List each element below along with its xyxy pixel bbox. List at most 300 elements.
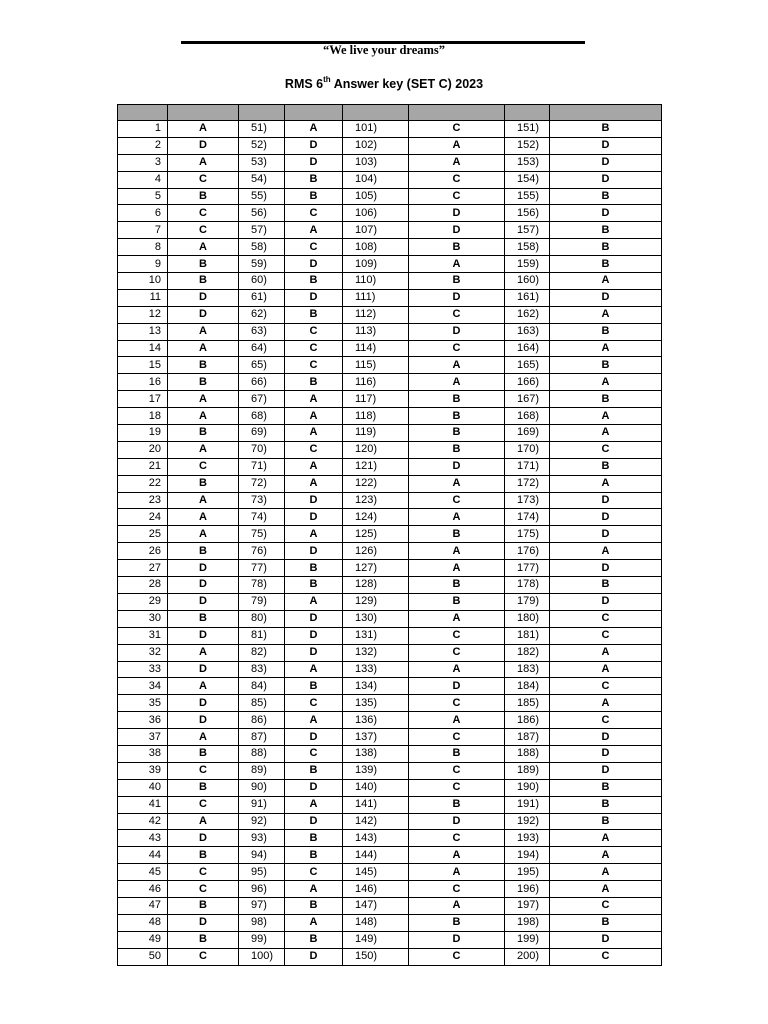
question-number-cell: 21 — [118, 458, 168, 475]
question-number-cell: 121) — [343, 458, 409, 475]
answer-cell: C — [409, 644, 505, 661]
question-number-cell: 46 — [118, 881, 168, 898]
table-row — [118, 914, 662, 931]
answer-cell: D — [550, 745, 662, 762]
answer-cell: D — [409, 289, 505, 306]
answer-cell: D — [550, 526, 662, 543]
answer-cell: D — [285, 813, 343, 830]
answer-cell: A — [409, 661, 505, 678]
table-row — [118, 830, 662, 847]
answer-cell: A — [550, 475, 662, 492]
question-number-cell: 11 — [118, 289, 168, 306]
question-number-cell: 168) — [505, 408, 550, 425]
question-number-cell: 13 — [118, 323, 168, 340]
table-row — [118, 475, 662, 492]
question-number-cell: 85) — [239, 695, 285, 712]
answer-cell: B — [409, 914, 505, 931]
question-number-cell: 34 — [118, 678, 168, 695]
question-number-cell: 126) — [343, 543, 409, 560]
question-number-cell: 91) — [239, 796, 285, 813]
question-number-cell: 80) — [239, 610, 285, 627]
answer-cell: D — [550, 509, 662, 526]
question-number-cell: 181) — [505, 627, 550, 644]
table-row — [118, 340, 662, 357]
question-number-cell: 185) — [505, 695, 550, 712]
answer-cell: C — [409, 830, 505, 847]
answer-cell: D — [550, 593, 662, 610]
question-number-cell: 170) — [505, 441, 550, 458]
answer-cell: D — [409, 458, 505, 475]
question-number-cell: 154) — [505, 171, 550, 188]
answer-cell: C — [409, 695, 505, 712]
question-number-cell: 20 — [118, 441, 168, 458]
answer-cell: B — [550, 222, 662, 239]
question-number-cell: 166) — [505, 374, 550, 391]
question-number-cell: 38 — [118, 745, 168, 762]
header-cell — [285, 105, 343, 121]
answer-cell: D — [550, 171, 662, 188]
answer-cell: B — [550, 458, 662, 475]
question-number-cell: 137) — [343, 729, 409, 746]
answer-cell: D — [550, 289, 662, 306]
table-row — [118, 154, 662, 171]
table-row — [118, 408, 662, 425]
question-number-cell: 165) — [505, 357, 550, 374]
question-number-cell: 184) — [505, 678, 550, 695]
question-number-cell: 172) — [505, 475, 550, 492]
answer-cell: C — [409, 948, 505, 965]
question-number-cell: 115) — [343, 357, 409, 374]
answer-cell: A — [285, 391, 343, 408]
answer-cell: A — [285, 593, 343, 610]
question-number-cell: 61) — [239, 289, 285, 306]
answer-cell: C — [409, 188, 505, 205]
answer-cell: D — [285, 644, 343, 661]
answer-cell: A — [168, 526, 239, 543]
table-row — [118, 881, 662, 898]
table-row — [118, 627, 662, 644]
question-number-cell: 123) — [343, 492, 409, 509]
answer-cell: A — [550, 644, 662, 661]
answer-cell: A — [409, 543, 505, 560]
question-number-cell: 114) — [343, 340, 409, 357]
answer-cell: D — [168, 137, 239, 154]
answer-cell: D — [168, 577, 239, 594]
question-number-cell: 75) — [239, 526, 285, 543]
question-number-cell: 29 — [118, 593, 168, 610]
question-number-cell: 63) — [239, 323, 285, 340]
table-row — [118, 171, 662, 188]
table-row — [118, 306, 662, 323]
table-row — [118, 256, 662, 273]
question-number-cell: 4 — [118, 171, 168, 188]
answer-cell: B — [285, 847, 343, 864]
question-number-cell: 105) — [343, 188, 409, 205]
answer-cell: A — [550, 425, 662, 442]
question-number-cell: 22 — [118, 475, 168, 492]
question-number-cell: 113) — [343, 323, 409, 340]
question-number-cell: 193) — [505, 830, 550, 847]
question-number-cell: 127) — [343, 560, 409, 577]
answer-cell: B — [550, 121, 662, 138]
question-number-cell: 146) — [343, 881, 409, 898]
question-number-cell: 73) — [239, 492, 285, 509]
answer-cell: C — [168, 796, 239, 813]
answer-cell: D — [550, 931, 662, 948]
question-number-cell: 86) — [239, 712, 285, 729]
question-number-cell: 195) — [505, 864, 550, 881]
answer-cell: C — [550, 948, 662, 965]
question-number-cell: 79) — [239, 593, 285, 610]
question-number-cell: 39 — [118, 762, 168, 779]
answer-cell: C — [409, 121, 505, 138]
answer-cell: C — [168, 864, 239, 881]
answer-cell: D — [285, 492, 343, 509]
answer-cell: C — [550, 678, 662, 695]
answer-cell: D — [168, 695, 239, 712]
table-row — [118, 644, 662, 661]
question-number-cell: 139) — [343, 762, 409, 779]
table-row — [118, 137, 662, 154]
question-number-cell: 53) — [239, 154, 285, 171]
table-row — [118, 425, 662, 442]
question-number-cell: 27 — [118, 560, 168, 577]
answer-cell: B — [285, 931, 343, 948]
answer-cell: A — [409, 847, 505, 864]
question-number-cell: 133) — [343, 661, 409, 678]
question-number-cell: 7 — [118, 222, 168, 239]
question-number-cell: 179) — [505, 593, 550, 610]
question-number-cell: 124) — [343, 509, 409, 526]
question-number-cell: 135) — [343, 695, 409, 712]
answer-cell: B — [550, 256, 662, 273]
question-number-cell: 87) — [239, 729, 285, 746]
answer-cell: B — [285, 188, 343, 205]
answer-cell: C — [550, 441, 662, 458]
question-number-cell: 92) — [239, 813, 285, 830]
answer-cell: A — [285, 425, 343, 442]
answer-cell: A — [285, 526, 343, 543]
question-number-cell: 60) — [239, 273, 285, 290]
answer-cell: B — [409, 408, 505, 425]
question-number-cell: 178) — [505, 577, 550, 594]
answer-cell: A — [168, 323, 239, 340]
answer-cell: D — [550, 205, 662, 222]
question-number-cell: 50 — [118, 948, 168, 965]
question-number-cell: 64) — [239, 340, 285, 357]
answer-cell: A — [285, 796, 343, 813]
answer-cell: B — [285, 560, 343, 577]
table-row — [118, 492, 662, 509]
answer-cell: D — [550, 762, 662, 779]
answer-cell: B — [168, 779, 239, 796]
answer-cell: A — [168, 154, 239, 171]
table-row — [118, 729, 662, 746]
table-row — [118, 526, 662, 543]
answer-cell: B — [168, 475, 239, 492]
table-row — [118, 357, 662, 374]
question-number-cell: 12 — [118, 306, 168, 323]
answer-cell: D — [168, 627, 239, 644]
question-number-cell: 160) — [505, 273, 550, 290]
question-number-cell: 192) — [505, 813, 550, 830]
answer-cell: C — [168, 762, 239, 779]
table-row — [118, 593, 662, 610]
question-number-cell: 197) — [505, 897, 550, 914]
question-number-cell: 155) — [505, 188, 550, 205]
answer-cell: A — [168, 441, 239, 458]
table-row — [118, 289, 662, 306]
answer-cell: B — [409, 391, 505, 408]
question-number-cell: 17 — [118, 391, 168, 408]
answer-cell: B — [409, 577, 505, 594]
question-number-cell: 199) — [505, 931, 550, 948]
answer-key-table — [117, 104, 662, 966]
header-cell — [239, 105, 285, 121]
question-number-cell: 54) — [239, 171, 285, 188]
answer-cell: B — [550, 796, 662, 813]
table-row — [118, 745, 662, 762]
question-number-cell: 134) — [343, 678, 409, 695]
question-number-cell: 18 — [118, 408, 168, 425]
answer-cell: D — [168, 306, 239, 323]
answer-cell: B — [168, 357, 239, 374]
question-number-cell: 122) — [343, 475, 409, 492]
question-number-cell: 186) — [505, 712, 550, 729]
answer-cell: D — [409, 205, 505, 222]
question-number-cell: 15 — [118, 357, 168, 374]
question-number-cell: 62) — [239, 306, 285, 323]
question-number-cell: 3 — [118, 154, 168, 171]
question-number-cell: 69) — [239, 425, 285, 442]
answer-cell: D — [168, 560, 239, 577]
table-row — [118, 273, 662, 290]
answer-cell: A — [168, 813, 239, 830]
question-number-cell: 35 — [118, 695, 168, 712]
question-number-cell: 33 — [118, 661, 168, 678]
answer-cell: B — [409, 425, 505, 442]
question-number-cell: 81) — [239, 627, 285, 644]
question-number-cell: 30 — [118, 610, 168, 627]
answer-cell: B — [550, 357, 662, 374]
answer-cell: A — [285, 222, 343, 239]
question-number-cell: 112) — [343, 306, 409, 323]
question-number-cell: 173) — [505, 492, 550, 509]
answer-cell: A — [409, 560, 505, 577]
answer-cell: B — [550, 813, 662, 830]
answer-cell: C — [409, 762, 505, 779]
answer-cell: D — [285, 137, 343, 154]
question-number-cell: 171) — [505, 458, 550, 475]
question-number-cell: 5 — [118, 188, 168, 205]
answer-cell: A — [409, 256, 505, 273]
answer-cell: C — [168, 881, 239, 898]
answer-cell: B — [168, 188, 239, 205]
answer-cell: B — [550, 577, 662, 594]
question-number-cell: 26 — [118, 543, 168, 560]
table-row — [118, 864, 662, 881]
answer-cell: A — [168, 340, 239, 357]
answer-cell: C — [285, 441, 343, 458]
question-number-cell: 77) — [239, 560, 285, 577]
answer-cell: B — [168, 745, 239, 762]
answer-cell: C — [168, 458, 239, 475]
answer-cell: A — [285, 881, 343, 898]
answer-cell: D — [409, 931, 505, 948]
question-number-cell: 162) — [505, 306, 550, 323]
table-row — [118, 610, 662, 627]
question-number-cell: 103) — [343, 154, 409, 171]
answer-cell: B — [409, 593, 505, 610]
question-number-cell: 95) — [239, 864, 285, 881]
answer-cell: D — [285, 610, 343, 627]
answer-cell: A — [409, 509, 505, 526]
answer-cell: B — [285, 830, 343, 847]
question-number-cell: 196) — [505, 881, 550, 898]
question-number-cell: 147) — [343, 897, 409, 914]
answer-cell: A — [168, 239, 239, 256]
question-number-cell: 44 — [118, 847, 168, 864]
question-number-cell: 1 — [118, 121, 168, 138]
answer-cell: B — [285, 171, 343, 188]
question-number-cell: 140) — [343, 779, 409, 796]
answer-cell: B — [409, 441, 505, 458]
question-number-cell: 104) — [343, 171, 409, 188]
question-number-cell: 32 — [118, 644, 168, 661]
answer-cell: B — [550, 188, 662, 205]
answer-cell: C — [285, 323, 343, 340]
motto: “We live your dreams” — [322, 43, 446, 57]
answer-cell: D — [168, 914, 239, 931]
answer-cell: B — [285, 374, 343, 391]
answer-cell: D — [550, 492, 662, 509]
answer-cell: A — [550, 273, 662, 290]
question-number-cell: 43 — [118, 830, 168, 847]
question-number-cell: 161) — [505, 289, 550, 306]
question-number-cell: 176) — [505, 543, 550, 560]
answer-cell: C — [409, 340, 505, 357]
answer-cell: C — [550, 712, 662, 729]
question-number-cell: 164) — [505, 340, 550, 357]
question-number-cell: 19 — [118, 425, 168, 442]
question-number-cell: 118) — [343, 408, 409, 425]
answer-cell: B — [168, 897, 239, 914]
answer-cell: C — [550, 610, 662, 627]
question-number-cell: 48 — [118, 914, 168, 931]
answer-cell: C — [409, 729, 505, 746]
answer-cell: A — [409, 374, 505, 391]
answer-cell: A — [550, 306, 662, 323]
question-number-cell: 183) — [505, 661, 550, 678]
question-number-cell: 174) — [505, 509, 550, 526]
question-number-cell: 190) — [505, 779, 550, 796]
table-row — [118, 323, 662, 340]
question-number-cell: 141) — [343, 796, 409, 813]
question-number-cell: 36 — [118, 712, 168, 729]
header-cell — [343, 105, 409, 121]
answer-cell: A — [168, 408, 239, 425]
answer-cell: B — [168, 425, 239, 442]
answer-cell: A — [550, 340, 662, 357]
answer-cell: A — [409, 137, 505, 154]
question-number-cell: 83) — [239, 661, 285, 678]
question-number-cell: 110) — [343, 273, 409, 290]
answer-cell: A — [285, 121, 343, 138]
answer-cell: D — [285, 948, 343, 965]
table-row — [118, 779, 662, 796]
question-number-cell: 47 — [118, 897, 168, 914]
answer-cell: C — [285, 357, 343, 374]
table-row — [118, 796, 662, 813]
answer-cell: C — [285, 745, 343, 762]
question-number-cell: 2 — [118, 137, 168, 154]
header-cell — [118, 105, 168, 121]
answer-cell: A — [550, 864, 662, 881]
question-number-cell: 198) — [505, 914, 550, 931]
question-number-cell: 200) — [505, 948, 550, 965]
answer-cell: D — [285, 256, 343, 273]
answer-cell: C — [168, 222, 239, 239]
answer-cell: B — [550, 391, 662, 408]
answer-cell: A — [409, 864, 505, 881]
answer-cell: A — [409, 897, 505, 914]
question-number-cell: 23 — [118, 492, 168, 509]
answer-cell: B — [550, 239, 662, 256]
question-number-cell: 167) — [505, 391, 550, 408]
question-number-cell: 187) — [505, 729, 550, 746]
answer-cell: C — [550, 627, 662, 644]
table-row — [118, 239, 662, 256]
page-title — [0, 76, 768, 91]
question-number-cell: 57) — [239, 222, 285, 239]
answer-cell: D — [550, 154, 662, 171]
answer-cell: D — [168, 830, 239, 847]
answer-cell: D — [409, 323, 505, 340]
answer-cell: A — [550, 830, 662, 847]
answer-cell: C — [409, 171, 505, 188]
question-number-cell: 74) — [239, 509, 285, 526]
table-row — [118, 188, 662, 205]
header-cell — [168, 105, 239, 121]
answer-cell: B — [168, 273, 239, 290]
question-number-cell: 145) — [343, 864, 409, 881]
question-number-cell: 156) — [505, 205, 550, 222]
question-number-cell: 153) — [505, 154, 550, 171]
answer-key-body — [118, 105, 662, 966]
answer-cell: C — [409, 779, 505, 796]
answer-cell: A — [168, 644, 239, 661]
table-row — [118, 560, 662, 577]
question-number-cell: 14 — [118, 340, 168, 357]
answer-cell: A — [550, 661, 662, 678]
answer-cell: B — [168, 931, 239, 948]
question-number-cell: 66) — [239, 374, 285, 391]
question-number-cell: 107) — [343, 222, 409, 239]
answer-cell: D — [168, 593, 239, 610]
question-number-cell: 93) — [239, 830, 285, 847]
question-number-cell: 10 — [118, 273, 168, 290]
question-number-cell: 72) — [239, 475, 285, 492]
answer-cell: D — [168, 289, 239, 306]
question-number-cell: 111) — [343, 289, 409, 306]
table-row — [118, 931, 662, 948]
answer-cell: D — [409, 813, 505, 830]
answer-cell: A — [285, 408, 343, 425]
table-row — [118, 543, 662, 560]
answer-cell: B — [168, 374, 239, 391]
table-row — [118, 205, 662, 222]
answer-cell: B — [285, 678, 343, 695]
